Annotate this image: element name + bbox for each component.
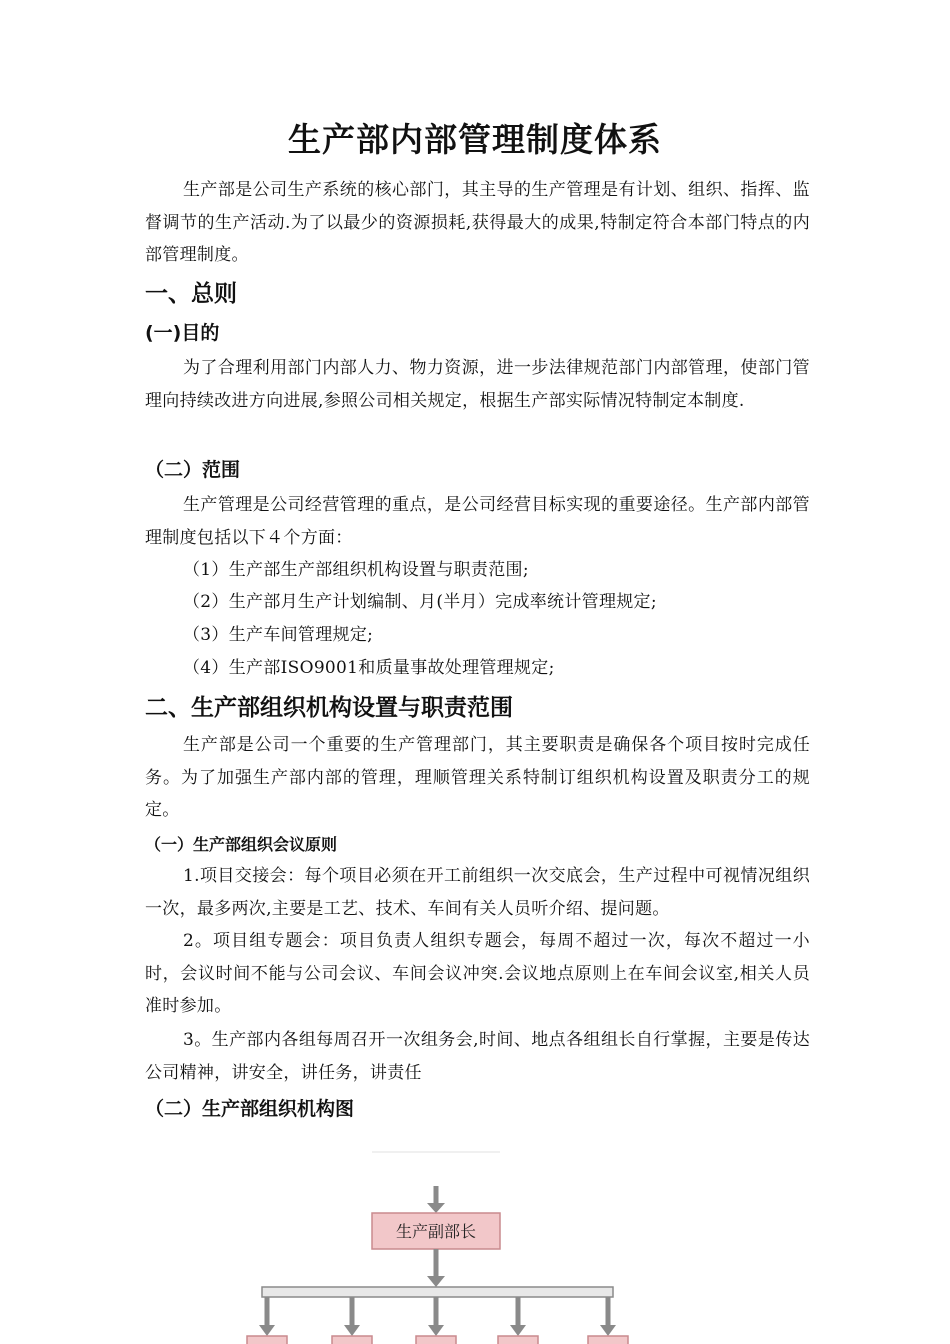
child-node-box [247,1336,287,1344]
section1-sub2-heading: （二）范围 [145,459,241,481]
section2-sub2-heading: （二）生产部组织机构图 [145,1098,355,1120]
branch-arrowhead [600,1325,616,1336]
section1-scope-paragraph: 生产管理是公司经营管理的重点，是公司经营目标实现的重要途径。生产部内部管理制度包括以下４个方面： [145,495,810,548]
branch-arrowhead [344,1325,360,1336]
root-to-bus-arrowhead [427,1276,445,1287]
root-node-label: 生产副部长 [395,1222,477,1241]
section2-heading: 二、生产部组织机构设置与职责范围 [145,695,513,721]
branch-arrowhead [259,1325,275,1336]
child-node-box [416,1336,456,1344]
section2-sub1-heading: （一）生产部组织会议原则 [145,835,338,854]
scope-item: （1）生产部生产部组织机构设置与职责范围; [183,560,529,580]
arrow-into-root-head [427,1203,445,1213]
scope-item: （3）生产车间管理规定; [183,625,374,645]
meeting-rule-3: 3。生产部内各组每周召开一次组务会,时间、地点各组组长自行掌握，主要是传达公司精神，讲安全，讲任务，讲责任 [145,1030,810,1083]
intro-paragraph: 生产部是公司生产系统的核心部门，其主导的生产管理是有计划、组织、指挥、监督调节的生产活动.为了以最少的资源损耗,获得最大的成果,特制定符合本部门特点的内部管理制度。 [145,180,810,265]
branch-arrowhead [510,1325,526,1336]
org-bus-bar [262,1287,613,1297]
section1-heading: 一、总则 [145,281,237,307]
branch-arrowhead [428,1325,444,1336]
scope-item: （2）生产部月生产计划编制、月(半月）完成率统计管理规定; [183,592,657,612]
child-node-box [498,1336,538,1344]
child-node-boxes [247,1336,628,1344]
section2-paragraph: 生产部是公司一个重要的生产管理部门，其主要职责是确保各个项目按时完成任务。为了加强生产部内部的管理，理顺管理关系特制订组织机构设置及职责分工的规定。 [145,735,810,820]
document-title: 生产部内部管理制度体系 [288,120,662,159]
section1-sub1-heading: (一)目的 [145,322,220,344]
branch-arrows [259,1297,616,1336]
section1-purpose-paragraph: 为了合理利用部门内部人力、物力资源，进一步法律规范部门内部管理，使部门管理向持续改进方向进展,参照公司相关规定，根据生产部实际情况特制定本制度. [145,358,810,411]
meeting-rule-2: 2。项目组专题会：项目负责人组织专题会，每周不超过一次，每次不超过一小时，会议时间不能与公司会议、车间会议冲突.会议地点原则上在车间会议室,相关人员准时参加。 [145,931,810,1016]
scope-item: （4）生产部ISO9001和质量事故处理管理规定; [183,658,555,678]
child-node-box [332,1336,372,1344]
child-node-box [588,1336,628,1344]
meeting-rule-1: 1.项目交接会：每个项目必须在开工前组织一次交底会，生产过程中可视情况组织一次，最多两次,主要是工艺、技术、车间有关人员听介绍、提问题。 [145,866,810,919]
